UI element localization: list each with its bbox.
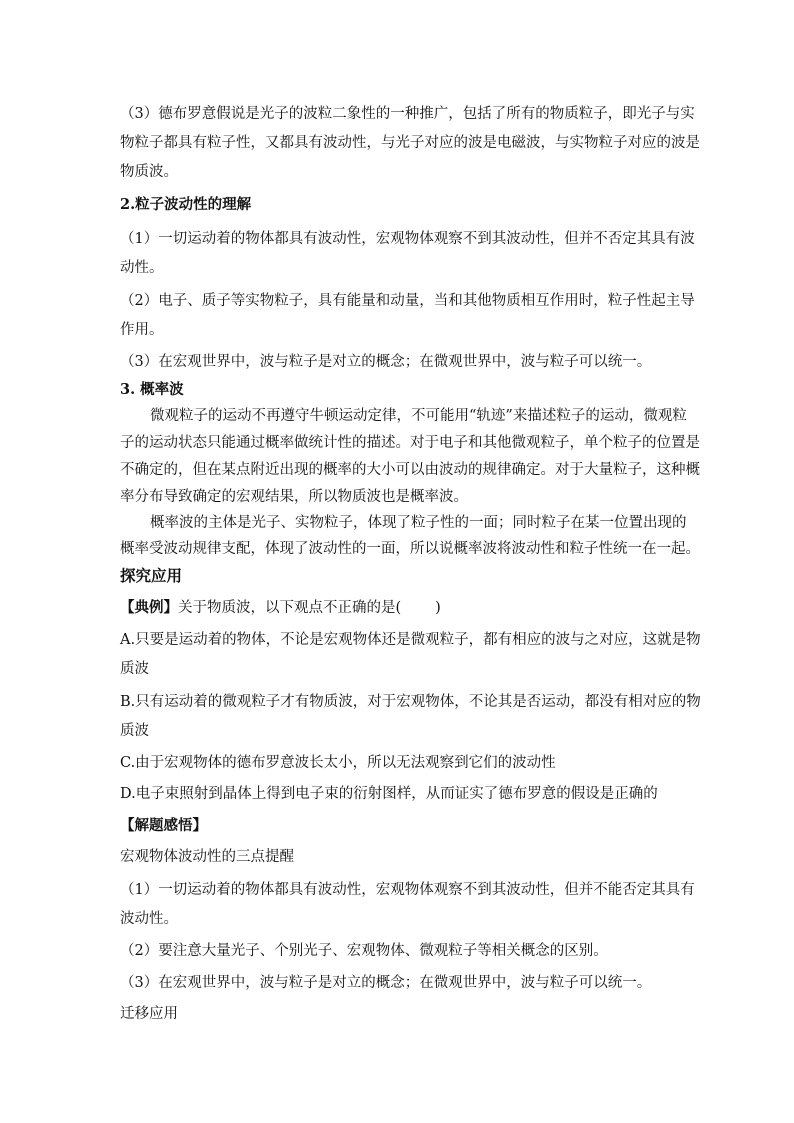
text-line: （3）在宏观世界中，波与粒子是对立的概念；在微观世界中，波与粒子可以统一。 xyxy=(120,354,652,370)
text-line: （1）一切运动着的物体都具有波动性，宏观物体观察不到其波动性，但并不否定其具有波 xyxy=(120,231,695,247)
text-line: 率分布导致确定的宏观结果，所以物质波也是概率波。 xyxy=(120,489,468,505)
option-a: A.只要是运动着的物体，不论是宏观物体还是微观粒子，都有相应的波与之对应，这就是物 xyxy=(120,632,701,648)
text-line: （1）一切运动着的物体都具有波动性，宏观物体观察不到其波动性，但并不能否定其具有 xyxy=(120,882,695,898)
text-line: 概率波的主体是光子、实物粒子，体现了粒子性的一面；同时粒子在某一位置出现的 xyxy=(150,515,687,531)
transfer-heading: 迁移应用 xyxy=(120,1006,178,1022)
example-close: ) xyxy=(435,600,441,616)
text-line: 作用。 xyxy=(120,322,164,338)
text-line: 物粒子都具有粒子性，又都具有波动性，与光子对应的波是电磁波，与实物粒子对应的波是 xyxy=(120,135,700,151)
text-line: 不确定的，但在某点附近出现的概率的大小可以由波动的规律确定。对于大量粒子，这种概 xyxy=(120,462,700,478)
insight-title: 宏观物体波动性的三点提醒 xyxy=(120,849,294,865)
insight-tag: 【解题感悟】 xyxy=(120,817,207,834)
text-line: （2）电子、质子等实物粒子，具有能量和动量，当和其他物质相互作用时，粒子性起主导 xyxy=(120,293,695,309)
text-line: 动性。 xyxy=(120,260,164,276)
text-line: 概率受波动规律支配，体现了波动性的一面，所以说概率波将波动性和粒子性统一在一起。 xyxy=(120,541,700,557)
example-question: 关于物质波，以下观点不正确的是( xyxy=(178,600,402,616)
option-b-cont: 质波 xyxy=(120,723,149,739)
text-line: （2）要注意大量光子、个别光子、宏观物体、微观粒子等相关概念的区别。 xyxy=(120,943,608,959)
text-line: 物质波。 xyxy=(120,164,178,180)
text-line: 微观粒子的运动不再遵守牛顿运动定律，不可能用“轨迹”来描述粒子的运动，微观粒 xyxy=(150,408,687,424)
option-c: C.由于宏观物体的德布罗意波长太小，所以无法观察到它们的波动性 xyxy=(120,755,556,771)
text-line: （3）德布罗意假说是光子的波粒二象性的一种推广，包括了所有的物质粒子，即光子与实 xyxy=(120,106,695,122)
text-line: 子的运动状态只能通过概率做统计性的描述。对于电子和其他微观粒子，单个粒子的位置是 xyxy=(120,435,700,451)
section-heading: 3. 概率波 xyxy=(120,381,184,398)
option-a-cont: 质波 xyxy=(120,661,149,677)
text-line: （3）在宏观世界中，波与粒子是对立的概念；在微观世界中，波与粒子可以统一。 xyxy=(120,975,652,991)
example-stem xyxy=(120,598,680,618)
option-b: B.只有运动着的微观粒子才有物质波，对于宏观物体，不论其是否运动，都没有相对应的物 xyxy=(120,694,701,710)
section-heading: 探究应用 xyxy=(120,566,183,585)
section-heading: 2.粒子波动性的理解 xyxy=(120,196,252,213)
text-line: 波动性。 xyxy=(120,911,178,927)
example-tag: 【典例】 xyxy=(120,599,178,616)
option-d: D.电子束照射到晶体上得到电子束的衍射图样，从而证实了德布罗意的假设是正确的 xyxy=(120,786,658,802)
